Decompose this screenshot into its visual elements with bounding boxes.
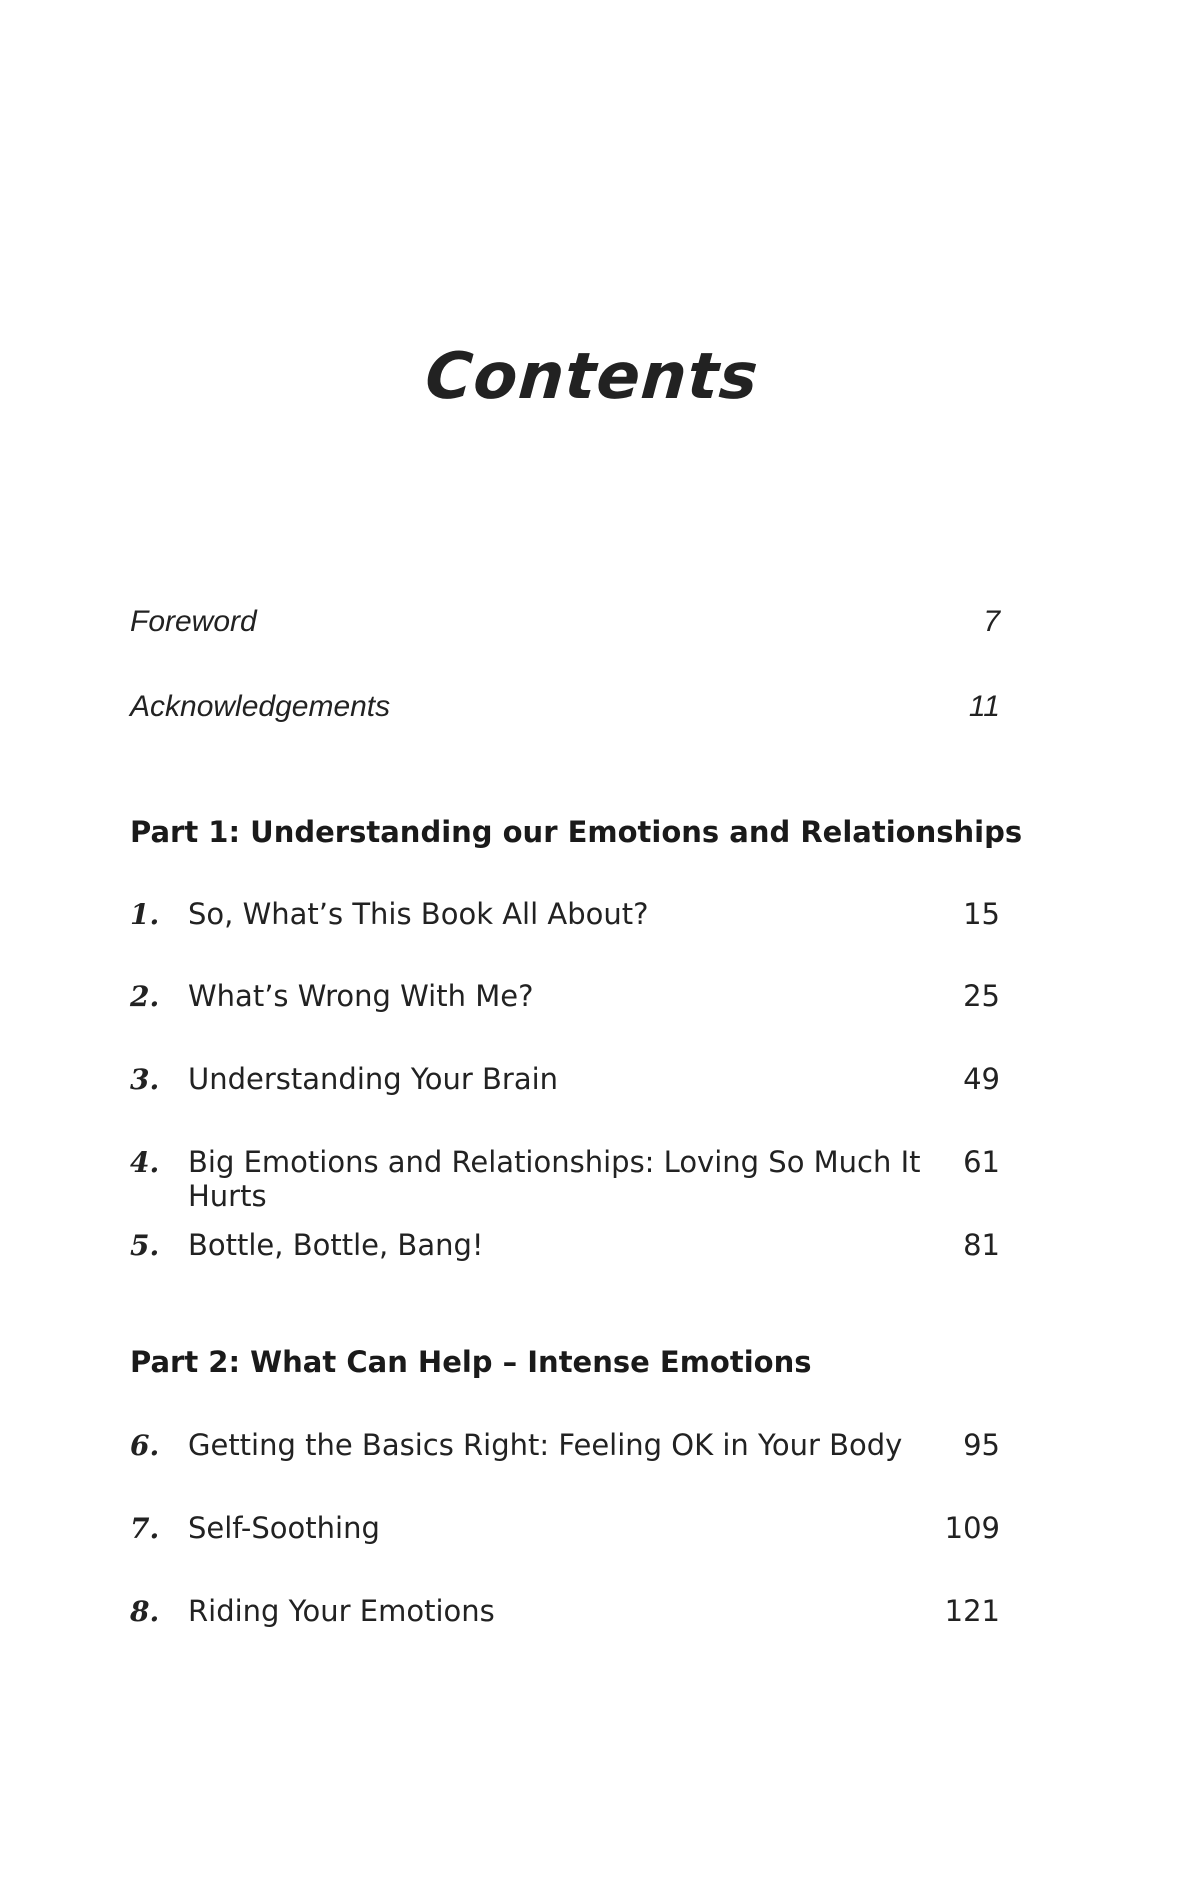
- toc-entry-chapter-7[interactable]: [130, 1511, 1000, 1555]
- toc-entry-label: Bottle, Bottle, Bang!: [188, 1228, 484, 1262]
- toc-entry-label: What’s Wrong With Me?: [188, 979, 534, 1013]
- chapter-number: 3.: [130, 1063, 160, 1096]
- chapter-number: 6.: [130, 1429, 160, 1462]
- toc-entry-foreword[interactable]: [130, 605, 1000, 649]
- toc-entry-page: 95: [963, 1428, 1000, 1462]
- toc-entry-chapter-3[interactable]: [130, 1062, 1000, 1106]
- toc-entry-acknowledgements[interactable]: [130, 690, 1000, 734]
- toc-entry-page: 49: [963, 1062, 1000, 1096]
- toc-entry-chapter-8[interactable]: [130, 1594, 1000, 1638]
- toc-entry-chapter-5[interactable]: [130, 1228, 1000, 1272]
- toc-entry-label: So, What’s This Book All About?: [188, 897, 649, 931]
- chapter-number: 5.: [130, 1229, 160, 1262]
- toc-entry-chapter-4[interactable]: [130, 1145, 1000, 1213]
- chapter-number: 1.: [130, 898, 160, 931]
- toc-entry-label: Getting the Basics Right: Feeling OK in Your Body: [188, 1428, 903, 1462]
- part-heading-1: Part 1: Understanding our Emotions and Relationships: [130, 815, 1023, 849]
- page-title: Contents: [423, 340, 761, 414]
- toc-entry-page: 61: [963, 1145, 1000, 1179]
- toc-entry-label: Foreword: [130, 605, 257, 638]
- chapter-number: 4.: [130, 1146, 160, 1179]
- toc-entry-chapter-1[interactable]: [130, 897, 1000, 941]
- toc-entry-label: Big Emotions and Relationships: Loving So Much It Hurts: [188, 1145, 921, 1213]
- chapter-number: 7.: [130, 1512, 160, 1545]
- toc-entry-page: 121: [944, 1594, 1000, 1628]
- toc-entry-chapter-6[interactable]: [130, 1428, 1000, 1472]
- toc-entry-page: 81: [963, 1228, 1000, 1262]
- chapter-number: 8.: [130, 1595, 160, 1628]
- part-heading-2: Part 2: What Can Help – Intense Emotions: [130, 1345, 812, 1379]
- toc-entry-label: Self-Soothing: [188, 1511, 380, 1545]
- toc-entry-page: 15: [963, 897, 1000, 931]
- toc-entry-page: 109: [944, 1511, 1000, 1545]
- toc-entry-label: Riding Your Emotions: [188, 1594, 495, 1628]
- toc-entry-chapter-2[interactable]: [130, 979, 1000, 1023]
- toc-entry-page: 25: [963, 979, 1000, 1013]
- toc-entry-page: 7: [983, 605, 1000, 638]
- chapter-number: 2.: [130, 980, 160, 1013]
- toc-entry-label: Understanding Your Brain: [188, 1062, 559, 1096]
- toc-entry-page: 11: [968, 690, 1000, 723]
- toc-entry-label: Acknowledgements: [130, 690, 391, 723]
